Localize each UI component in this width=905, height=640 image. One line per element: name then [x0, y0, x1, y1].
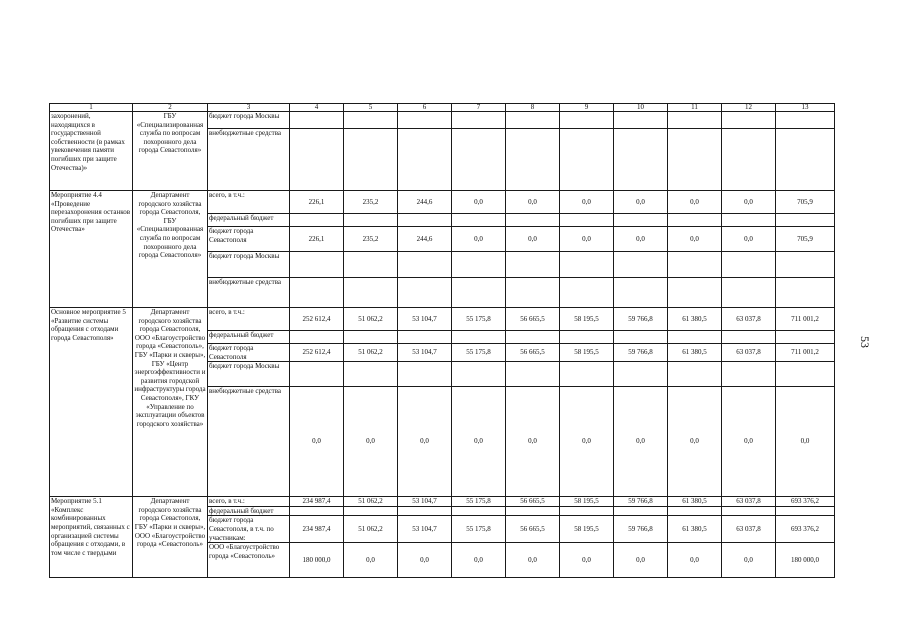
amount-cell: 711 001,2	[776, 344, 835, 362]
amount-cell: 0,0	[614, 387, 668, 497]
amount-cell: 0,0	[614, 543, 668, 578]
table-row	[50, 191, 835, 214]
amount-cell	[506, 129, 560, 191]
amount-cell: 63 037,8	[722, 344, 776, 362]
amount-cell: 705,9	[776, 227, 835, 252]
funding-source-cell: бюджет города Москвы	[208, 112, 290, 129]
amount-cell: 693 376,2	[776, 516, 835, 543]
amount-cell: 0,0	[722, 543, 776, 578]
amount-cell: 55 175,8	[452, 516, 506, 543]
amount-cell	[290, 362, 344, 387]
amount-cell: 0,0	[614, 191, 668, 214]
amount-cell	[722, 214, 776, 227]
amount-cell	[452, 112, 506, 129]
amount-cell	[776, 252, 835, 278]
amount-cell	[398, 252, 452, 278]
funding-source-cell: федеральный бюджет	[208, 214, 290, 227]
activity-name-cell: захоронений, находящихся в государственной собственности (в рамках увековечения памяти погибших при защите Отечества)»	[50, 112, 133, 191]
amount-cell	[668, 214, 722, 227]
amount-cell: 58 195,5	[560, 497, 614, 507]
amount-cell: 0,0	[668, 191, 722, 214]
amount-cell	[290, 506, 344, 516]
amount-cell	[506, 331, 560, 344]
amount-cell	[560, 362, 614, 387]
amount-cell: 0,0	[560, 227, 614, 252]
amount-cell: 235,2	[344, 227, 398, 252]
amount-cell	[506, 252, 560, 278]
amount-cell	[452, 362, 506, 387]
amount-cell: 0,0	[722, 191, 776, 214]
amount-cell	[452, 331, 506, 344]
amount-cell	[614, 129, 668, 191]
amount-cell	[560, 252, 614, 278]
column-number-11: 11	[668, 104, 722, 112]
amount-cell	[776, 331, 835, 344]
column-number-6: 6	[398, 104, 452, 112]
funding-source-cell: ООО «Благоустройство города «Севастополь»	[208, 543, 290, 578]
amount-cell	[398, 506, 452, 516]
amount-cell	[290, 278, 344, 308]
funding-source-cell: бюджет города Москвы	[208, 362, 290, 387]
amount-cell	[506, 506, 560, 516]
amount-cell: 53 104,7	[398, 497, 452, 507]
amount-cell	[452, 252, 506, 278]
amount-cell	[614, 506, 668, 516]
amount-cell	[668, 331, 722, 344]
amount-cell: 0,0	[506, 227, 560, 252]
amount-cell: 0,0	[344, 543, 398, 578]
amount-cell: 55 175,8	[452, 344, 506, 362]
amount-cell: 0,0	[452, 191, 506, 214]
budget-table	[49, 103, 835, 578]
funding-source-cell: федеральный бюджет	[208, 506, 290, 516]
amount-cell: 180 000,0	[776, 543, 835, 578]
amount-cell: 234 987,4	[290, 516, 344, 543]
amount-cell: 56 665,5	[506, 344, 560, 362]
column-number-4: 4	[290, 104, 344, 112]
amount-cell: 56 665,5	[506, 516, 560, 543]
funding-source-cell: федеральный бюджет	[208, 331, 290, 344]
column-number-1: 1	[50, 104, 133, 112]
table-row	[50, 308, 835, 331]
amount-cell	[668, 252, 722, 278]
amount-cell	[614, 331, 668, 344]
amount-cell	[614, 252, 668, 278]
amount-cell: 63 037,8	[722, 497, 776, 507]
amount-cell	[614, 362, 668, 387]
amount-cell: 53 104,7	[398, 308, 452, 331]
amount-cell	[668, 506, 722, 516]
amount-cell: 711 001,2	[776, 308, 835, 331]
column-number-3: 3	[208, 104, 290, 112]
column-number-row	[50, 104, 835, 112]
column-number-10: 10	[614, 104, 668, 112]
amount-cell	[290, 129, 344, 191]
amount-cell	[614, 112, 668, 129]
table-body	[50, 104, 835, 578]
amount-cell: 0,0	[614, 227, 668, 252]
funding-source-cell: бюджет города Севастополя, в т.ч. по участникам:	[208, 516, 290, 543]
amount-cell	[614, 214, 668, 227]
funding-source-cell: внебюджетные средства	[208, 278, 290, 308]
amount-cell: 63 037,8	[722, 308, 776, 331]
amount-cell	[452, 506, 506, 516]
amount-cell: 63 037,8	[722, 516, 776, 543]
amount-cell: 0,0	[722, 227, 776, 252]
amount-cell: 0,0	[506, 543, 560, 578]
amount-cell	[614, 278, 668, 308]
amount-cell: 61 380,5	[668, 308, 722, 331]
amount-cell: 252 612,4	[290, 344, 344, 362]
amount-cell: 51 062,2	[344, 497, 398, 507]
amount-cell	[344, 278, 398, 308]
amount-cell: 244,6	[398, 191, 452, 214]
column-number-7: 7	[452, 104, 506, 112]
amount-cell: 51 062,2	[344, 344, 398, 362]
amount-cell	[722, 278, 776, 308]
amount-cell: 51 062,2	[344, 308, 398, 331]
amount-cell	[506, 214, 560, 227]
amount-cell	[776, 506, 835, 516]
amount-cell: 0,0	[668, 543, 722, 578]
executor-cell: ГБУ «Специализированная служба по вопросам похоронного дела города Севастополя»	[133, 112, 208, 191]
column-number-12: 12	[722, 104, 776, 112]
amount-cell	[290, 214, 344, 227]
funding-source-cell: бюджет города Москвы	[208, 252, 290, 278]
amount-cell: 0,0	[398, 387, 452, 497]
amount-cell: 0,0	[398, 543, 452, 578]
amount-cell: 51 062,2	[344, 516, 398, 543]
funding-source-cell: внебюджетные средства	[208, 129, 290, 191]
amount-cell: 0,0	[506, 387, 560, 497]
amount-cell	[290, 331, 344, 344]
amount-cell	[506, 278, 560, 308]
amount-cell	[398, 129, 452, 191]
amount-cell: 56 665,5	[506, 497, 560, 507]
activity-name-cell: Основное мероприятие 5 «Развитие системы обращения с отходами города Севастополя»	[50, 308, 133, 497]
amount-cell: 0,0	[452, 543, 506, 578]
amount-cell: 180 000,0	[290, 543, 344, 578]
activity-name-cell: Мероприятие 4.4 «Проведение перезахоронения останков погибших при защите Отечества»	[50, 191, 133, 308]
amount-cell	[722, 252, 776, 278]
amount-cell: 252 612,4	[290, 308, 344, 331]
amount-cell	[668, 129, 722, 191]
column-number-13: 13	[776, 104, 835, 112]
amount-cell: 0,0	[452, 227, 506, 252]
amount-cell	[722, 506, 776, 516]
amount-cell: 53 104,7	[398, 344, 452, 362]
amount-cell	[722, 112, 776, 129]
amount-cell: 59 766,8	[614, 344, 668, 362]
amount-cell	[344, 129, 398, 191]
amount-cell	[560, 506, 614, 516]
funding-source-cell: всего, в т.ч.:	[208, 191, 290, 214]
amount-cell: 244,6	[398, 227, 452, 252]
amount-cell: 235,2	[344, 191, 398, 214]
amount-cell	[560, 214, 614, 227]
amount-cell: 0,0	[560, 191, 614, 214]
amount-cell	[776, 362, 835, 387]
amount-cell	[560, 129, 614, 191]
amount-cell: 55 175,8	[452, 497, 506, 507]
executor-cell: Департамент городского хозяйства города Севастополя, ГБУ «Парки и скверы», ООО «Благоустройство города «Севастополь»	[133, 497, 208, 578]
amount-cell: 226,1	[290, 191, 344, 214]
funding-source-cell: всего, в т.ч.:	[208, 497, 290, 507]
amount-cell	[398, 278, 452, 308]
amount-cell	[668, 362, 722, 387]
amount-cell: 55 175,8	[452, 308, 506, 331]
amount-cell	[398, 214, 452, 227]
amount-cell	[398, 112, 452, 129]
amount-cell: 61 380,5	[668, 497, 722, 507]
amount-cell	[722, 331, 776, 344]
table-row	[50, 497, 835, 507]
amount-cell: 53 104,7	[398, 516, 452, 543]
amount-cell	[668, 112, 722, 129]
amount-cell	[344, 112, 398, 129]
amount-cell: 0,0	[668, 387, 722, 497]
page-number: 53	[858, 336, 872, 348]
amount-cell	[776, 112, 835, 129]
amount-cell	[560, 278, 614, 308]
amount-cell: 705,9	[776, 191, 835, 214]
amount-cell: 58 195,5	[560, 516, 614, 543]
amount-cell: 0,0	[452, 387, 506, 497]
amount-cell: 59 766,8	[614, 516, 668, 543]
column-number-2: 2	[133, 104, 208, 112]
amount-cell: 58 195,5	[560, 344, 614, 362]
amount-cell: 58 195,5	[560, 308, 614, 331]
amount-cell	[722, 129, 776, 191]
amount-cell: 0,0	[344, 387, 398, 497]
amount-cell	[776, 129, 835, 191]
amount-cell	[452, 214, 506, 227]
amount-cell	[452, 278, 506, 308]
column-number-8: 8	[506, 104, 560, 112]
amount-cell	[560, 112, 614, 129]
amount-cell	[506, 362, 560, 387]
amount-cell: 0,0	[506, 191, 560, 214]
funding-source-cell: бюджет города Севастополя	[208, 344, 290, 362]
amount-cell: 56 665,5	[506, 308, 560, 331]
amount-cell	[668, 278, 722, 308]
amount-cell	[290, 252, 344, 278]
column-number-9: 9	[560, 104, 614, 112]
amount-cell: 0,0	[668, 227, 722, 252]
funding-source-cell: бюджет города Севастополя	[208, 227, 290, 252]
amount-cell: 693 376,2	[776, 497, 835, 507]
amount-cell	[290, 112, 344, 129]
amount-cell	[776, 278, 835, 308]
amount-cell	[776, 214, 835, 227]
amount-cell: 0,0	[290, 387, 344, 497]
amount-cell	[344, 331, 398, 344]
amount-cell	[344, 252, 398, 278]
amount-cell	[344, 214, 398, 227]
funding-source-cell: всего, в т.ч.:	[208, 308, 290, 331]
column-number-5: 5	[344, 104, 398, 112]
amount-cell: 0,0	[560, 387, 614, 497]
amount-cell: 61 380,5	[668, 344, 722, 362]
executor-cell: Департамент городского хозяйства города Севастополя, ГБУ «Специализированная служба по вопросам похоронного дела города Севастополя»	[133, 191, 208, 308]
amount-cell	[344, 506, 398, 516]
amount-cell	[560, 331, 614, 344]
amount-cell	[506, 112, 560, 129]
table-row	[50, 112, 835, 129]
amount-cell: 0,0	[560, 543, 614, 578]
amount-cell: 61 380,5	[668, 516, 722, 543]
funding-source-cell: внебюджетные средства	[208, 387, 290, 497]
amount-cell: 59 766,8	[614, 308, 668, 331]
amount-cell	[722, 362, 776, 387]
activity-name-cell: Мероприятие 5.1 «Комплекс комбинированных мероприятий, связанных с организацией системы обращения с отходами, в том числе с твердыми	[50, 497, 133, 578]
amount-cell	[344, 362, 398, 387]
amount-cell: 226,1	[290, 227, 344, 252]
amount-cell: 0,0	[776, 387, 835, 497]
amount-cell: 234 987,4	[290, 497, 344, 507]
amount-cell	[398, 362, 452, 387]
executor-cell: Департамент городского хозяйства города Севастополя, ООО «Благоустройство города «Севастополь», ГБУ «Парки и скверы», ГБУ «Центр энергоэффективности и развития городской инфраструктуры города Севастополя», ГКУ «Управление по эксплуатации объектов городского хозяйства»	[133, 308, 208, 497]
amount-cell	[452, 129, 506, 191]
amount-cell	[398, 331, 452, 344]
amount-cell: 0,0	[722, 387, 776, 497]
amount-cell: 59 766,8	[614, 497, 668, 507]
